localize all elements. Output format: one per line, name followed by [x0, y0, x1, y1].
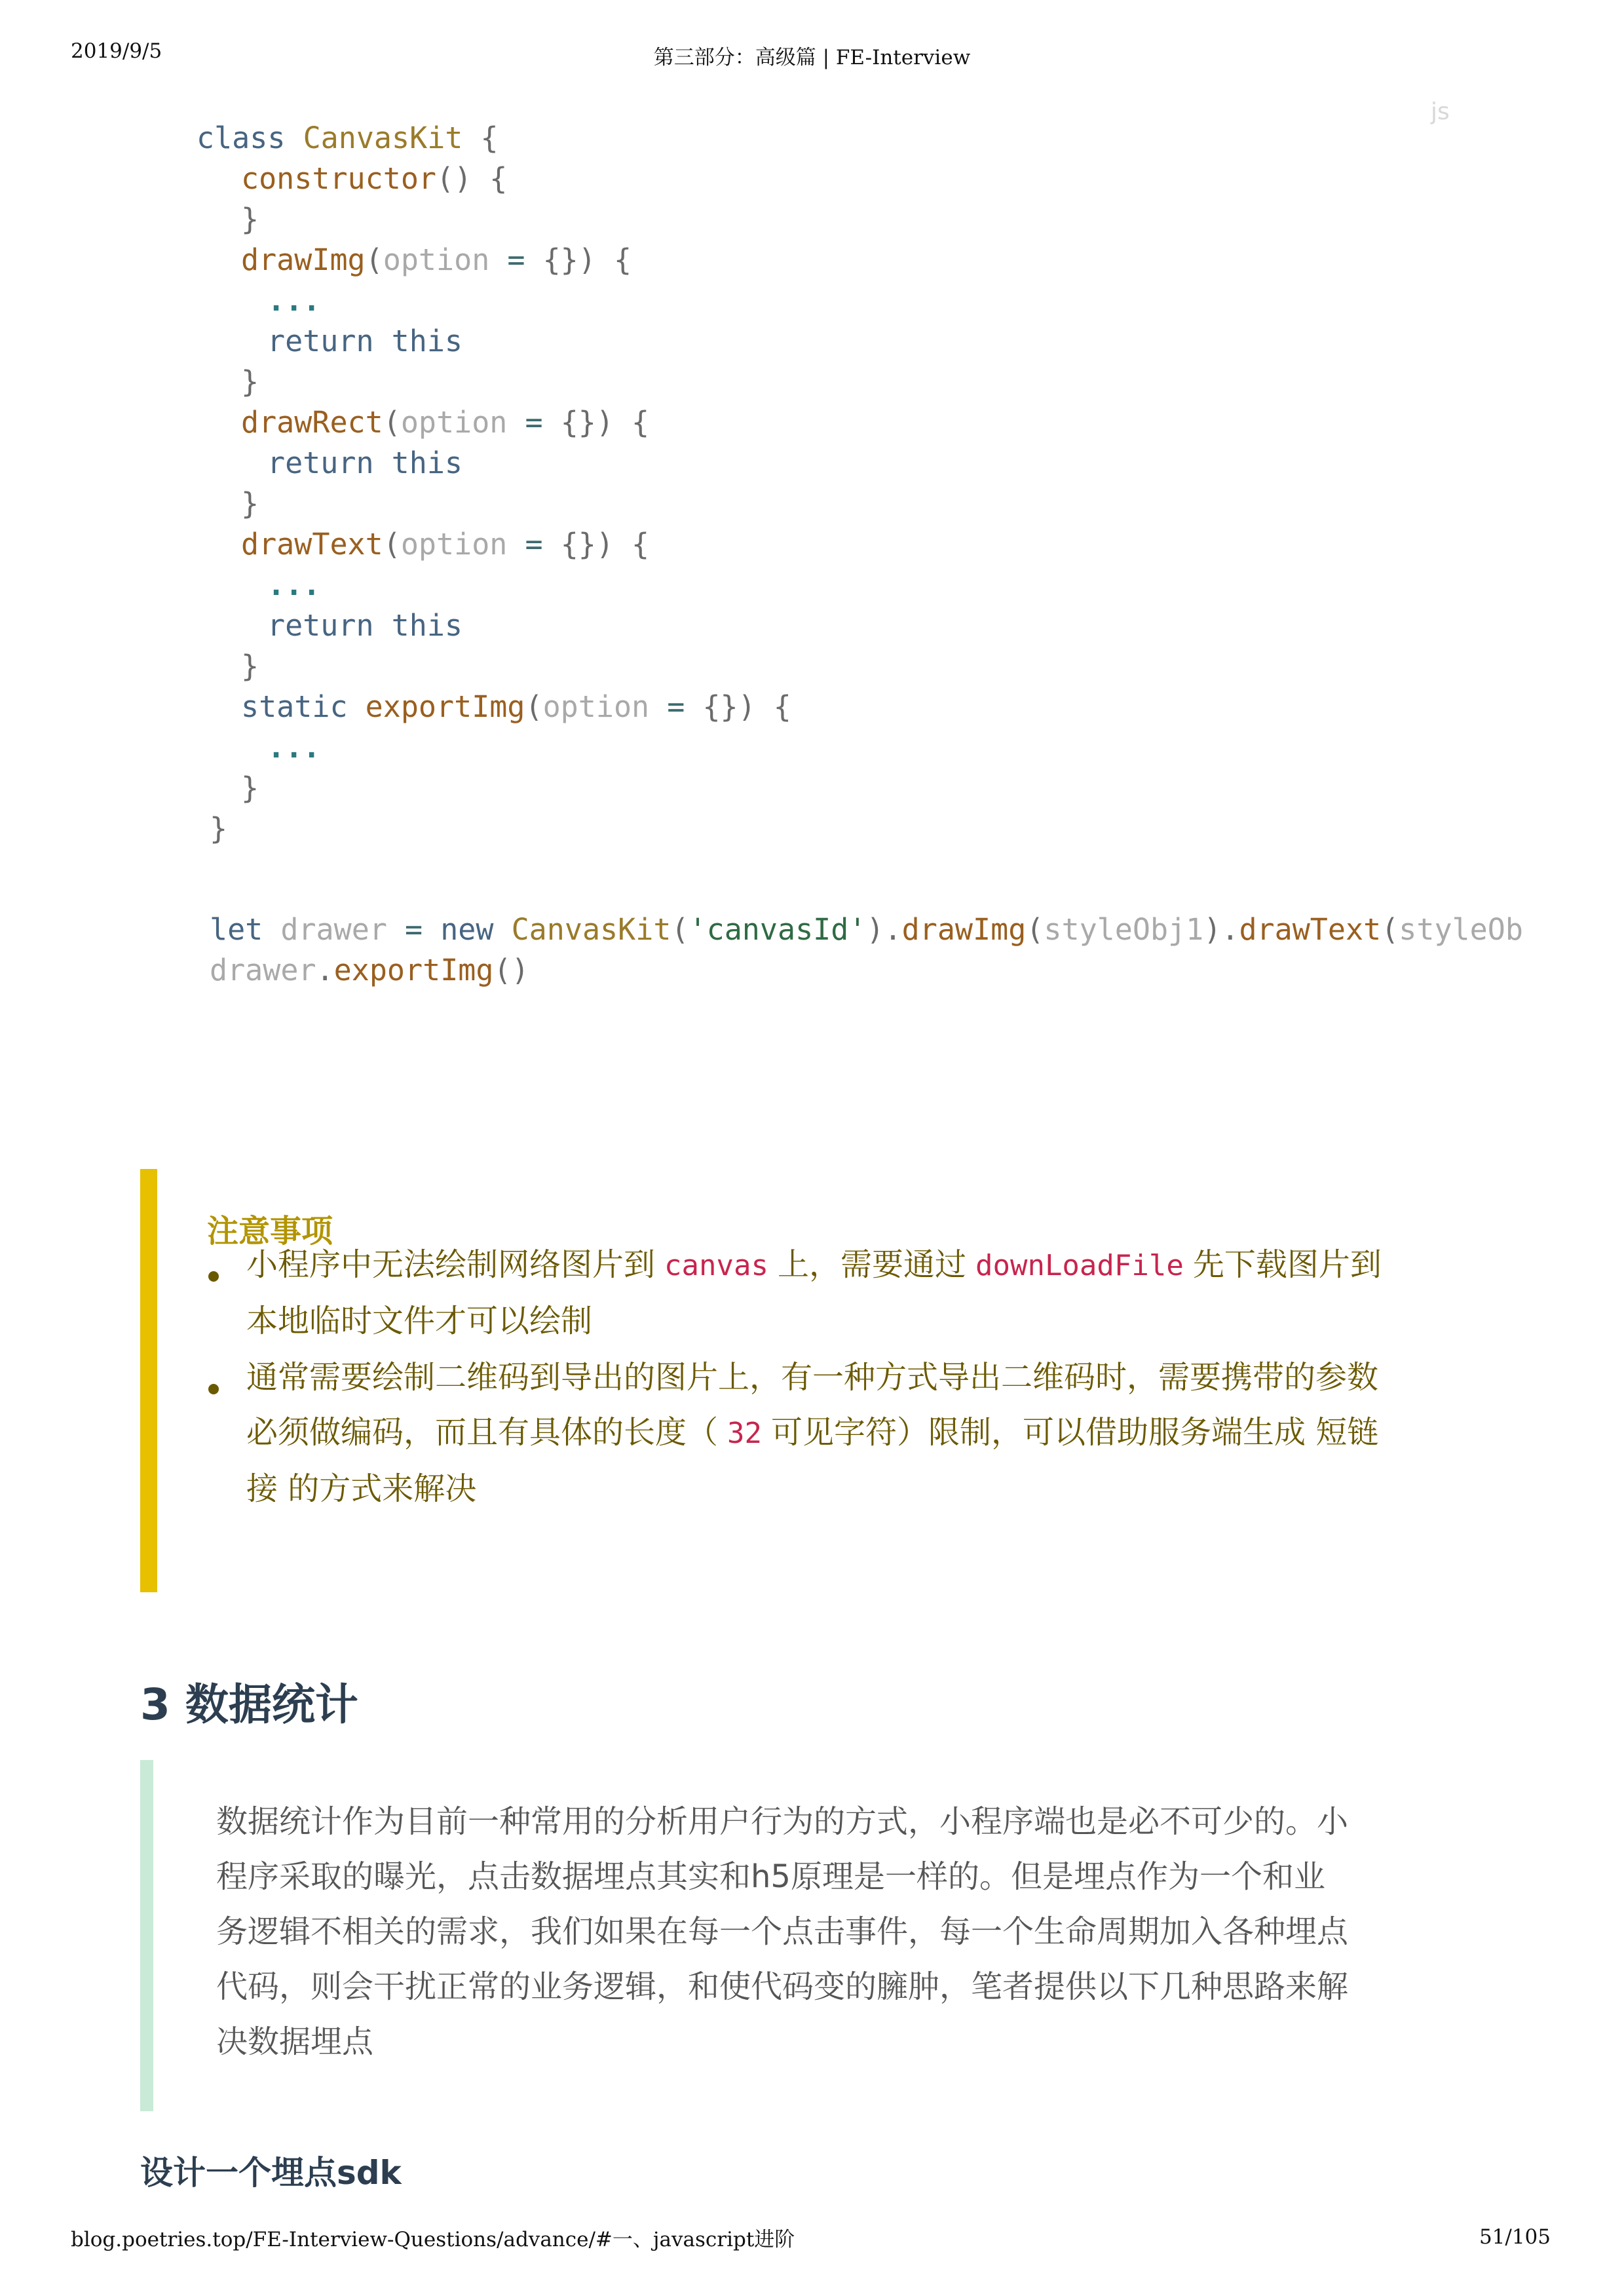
code-token: new — [440, 912, 512, 947]
code-line — [241, 362, 259, 402]
code-token: return this — [267, 608, 463, 643]
code-line — [210, 950, 529, 991]
header-title: 第三部分：高级篇 | FE-Interview — [653, 46, 971, 69]
code-token: } — [241, 649, 259, 683]
code-token: exportImg — [365, 689, 525, 724]
footer-page-number: 51/105 — [1479, 2225, 1551, 2249]
warning-title: 注意事项 — [207, 1213, 333, 1250]
code-line — [267, 443, 463, 484]
warning-container — [140, 1169, 1418, 1592]
code-token: return this — [267, 446, 463, 480]
blockquote — [140, 1760, 1385, 2111]
code-line — [241, 402, 649, 443]
code-token: ( — [1381, 912, 1399, 947]
code-token: drawer — [280, 912, 387, 947]
code-token: () { — [436, 161, 508, 196]
code-token: ( — [383, 527, 401, 562]
code-block — [197, 118, 1523, 1081]
code-token: class — [197, 121, 303, 155]
code-token: {}) { — [702, 689, 791, 724]
code-token: } — [241, 202, 259, 237]
bullet-icon — [208, 1271, 219, 1282]
code-token: } — [241, 486, 259, 521]
code-token: drawRect — [241, 405, 383, 440]
warning-item-1 — [246, 1237, 1399, 1349]
code-line — [267, 605, 463, 646]
code-line — [267, 565, 320, 605]
code-token: {}) { — [560, 405, 650, 440]
warning-item-1-text-b: 上，需要通过 — [777, 1246, 966, 1283]
section-heading: 3 数据统计 — [140, 1679, 358, 1730]
code-token: } — [210, 811, 228, 846]
code-token: drawImg — [241, 242, 366, 277]
code-token: ( — [671, 912, 689, 947]
code-token: ( — [1026, 912, 1044, 947]
code-token: drawImg — [901, 912, 1027, 947]
code-token: drawer — [210, 953, 316, 987]
code-token: () — [493, 953, 529, 987]
code-token: {}) { — [560, 527, 650, 562]
footer-url: blog.poetries.top/FE-Interview-Questions/advance/#一、javascript进阶 — [71, 2228, 795, 2251]
code-token: ( — [525, 689, 543, 724]
code-token: option — [400, 527, 508, 562]
code-token: = — [507, 527, 561, 562]
code-token: option — [400, 405, 508, 440]
blockquote-accent-bar — [140, 1760, 153, 2111]
bullet-icon — [208, 1384, 219, 1394]
code-line — [197, 118, 499, 159]
warning-item-2-text-b: 可见字符）限制，可以借助服务端生成 短链接 的方式来解决 — [246, 1414, 1379, 1507]
code-line — [210, 909, 1523, 950]
warning-item-2-text-a: 通常需要绘制二维码到导出的图片上，有一种方式导出二维码时，需要携带的参数必须做编码，而且有具体的长度（ — [246, 1359, 1379, 1451]
code-token: return this — [267, 324, 463, 358]
blockquote-text: 数据统计作为目前一种常用的分析用户行为的方式，小程序端也是必不可少的。小程序采取的曝光，点击数据埋点其实和h5原理是一样的。但是埋点作为一个和业务逻辑不相关的需求，我们如果在每一个点击事件，每一个生命周期加入各种埋点代码，则会干扰正常的业务逻辑，和使代码变的臃肿，笔者提供以下几种思路来解决数据埋点 — [216, 1803, 1349, 2060]
code-line — [241, 768, 259, 809]
code-token: exportImg — [333, 953, 494, 987]
code-token: {}) { — [542, 242, 632, 277]
code-token: = — [649, 689, 703, 724]
code-line — [267, 321, 463, 362]
sub-heading: 设计一个埋点sdk — [140, 2154, 402, 2192]
code-token: . — [316, 953, 334, 987]
code-line — [241, 484, 259, 524]
code-token: = — [507, 405, 561, 440]
code-line — [241, 524, 649, 565]
code-line — [241, 159, 507, 199]
code-line — [241, 240, 632, 280]
inline-code-canvas: canvas — [664, 1249, 768, 1282]
code-token: styleOb — [1399, 912, 1523, 947]
code-token: ). — [866, 912, 902, 947]
code-token: CanvasKit — [303, 121, 463, 155]
code-line — [267, 280, 320, 321]
code-line — [241, 199, 259, 240]
code-token: ... — [267, 730, 321, 765]
inline-code-downloadfile: downLoadFile — [975, 1249, 1184, 1282]
code-token: = — [489, 242, 543, 277]
code-token: ). — [1203, 912, 1239, 947]
warning-item-1-text-c: 先下载图片到本地临时文件才可以绘制 — [246, 1246, 1382, 1339]
code-line — [267, 727, 320, 768]
code-token: CanvasKit — [511, 912, 671, 947]
code-token: } — [241, 771, 259, 805]
code-token: { — [463, 121, 499, 155]
warning-item-2 — [246, 1350, 1399, 1516]
code-token: ( — [383, 405, 401, 440]
code-token: option — [383, 242, 490, 277]
code-token: option — [542, 689, 650, 724]
code-token: drawText — [241, 527, 383, 562]
code-token: styleObj1 — [1044, 912, 1204, 947]
code-token: drawText — [1239, 912, 1382, 947]
code-token: let — [210, 912, 281, 947]
code-token: ( — [365, 242, 383, 277]
header-date: 2019/9/5 — [71, 39, 162, 63]
code-token: 'canvasId' — [689, 912, 867, 947]
code-token: ... — [267, 567, 321, 602]
code-line — [241, 687, 791, 727]
code-token: = — [387, 912, 441, 947]
code-line — [241, 646, 259, 687]
code-token: constructor — [241, 161, 437, 196]
code-line — [210, 809, 227, 849]
warning-item-1-text-a: 小程序中无法绘制网络图片到 — [246, 1246, 656, 1283]
warning-accent-bar — [140, 1169, 157, 1592]
code-token: } — [241, 364, 259, 399]
inline-code-32: 32 — [727, 1417, 762, 1450]
code-token: ... — [267, 283, 321, 318]
code-language-label: js — [1431, 98, 1450, 125]
code-token: static — [241, 689, 366, 724]
